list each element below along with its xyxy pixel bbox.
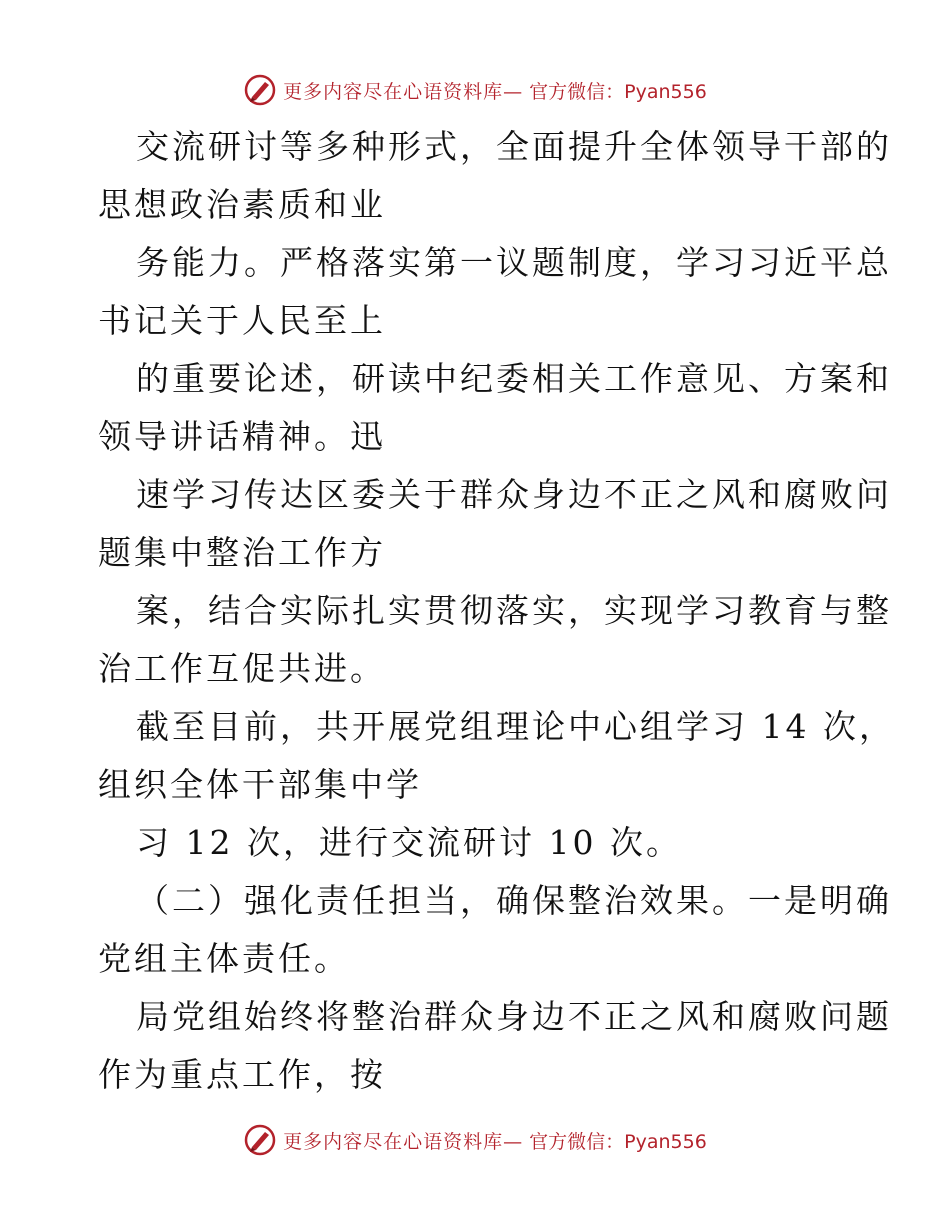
paragraph-line: 书记关于人民至上 — [98, 301, 386, 340]
watermark-site-text: 更多内容尽在心语资料库— — [283, 80, 524, 103]
paragraph-line: 局党组始终将整治群众身边不正之风和腐败问题 — [136, 997, 892, 1036]
watermark-site-text: 更多内容尽在心语资料库— — [283, 1130, 524, 1153]
watermark-banner-top — [0, 70, 950, 110]
paragraph-line: 速学习传达区委关于群众身边不正之风和腐败问 — [136, 475, 892, 514]
paragraph-line: 案，结合实际扎实贯彻落实，实现学习教育与整 — [136, 591, 892, 630]
paragraph-line: 思想政治素质和业 — [98, 185, 386, 224]
paragraph-line: 治工作互促共进。 — [98, 649, 386, 688]
paragraph-line: 务能力。严格落实第一议题制度，学习习近平总 — [136, 243, 892, 282]
paragraph-line: 的重要论述，研读中纪委相关工作意见、方案和 — [136, 359, 892, 398]
paragraph-line: 领导讲话精神。迅 — [98, 417, 386, 456]
paragraph-line: （二）强化责任担当，确保整治效果。一是明确 — [136, 881, 892, 920]
document-body — [98, 118, 895, 1104]
pen-seal-icon — [243, 73, 277, 107]
paragraph-line: 交流研讨等多种形式，全面提升全体领导干部的 — [136, 127, 892, 166]
paragraph-line: 题集中整治工作方 — [98, 533, 386, 572]
watermark-banner-bottom — [0, 1120, 950, 1160]
watermark-wechat-text: 官方微信：Pyan556 — [529, 80, 707, 103]
paragraph-line: 作为重点工作，按 — [98, 1055, 386, 1094]
paragraph-line: 党组主体责任。 — [98, 939, 350, 978]
watermark-wechat-text: 官方微信：Pyan556 — [529, 1130, 707, 1153]
paragraph-line: 习 12 次，进行交流研讨 10 次。 — [136, 823, 682, 862]
paragraph-line: 截至目前，共开展党组理论中心组学习 14 次， — [136, 707, 895, 746]
paragraph-line: 组织全体干部集中学 — [98, 765, 422, 804]
pen-seal-icon — [243, 1123, 277, 1157]
